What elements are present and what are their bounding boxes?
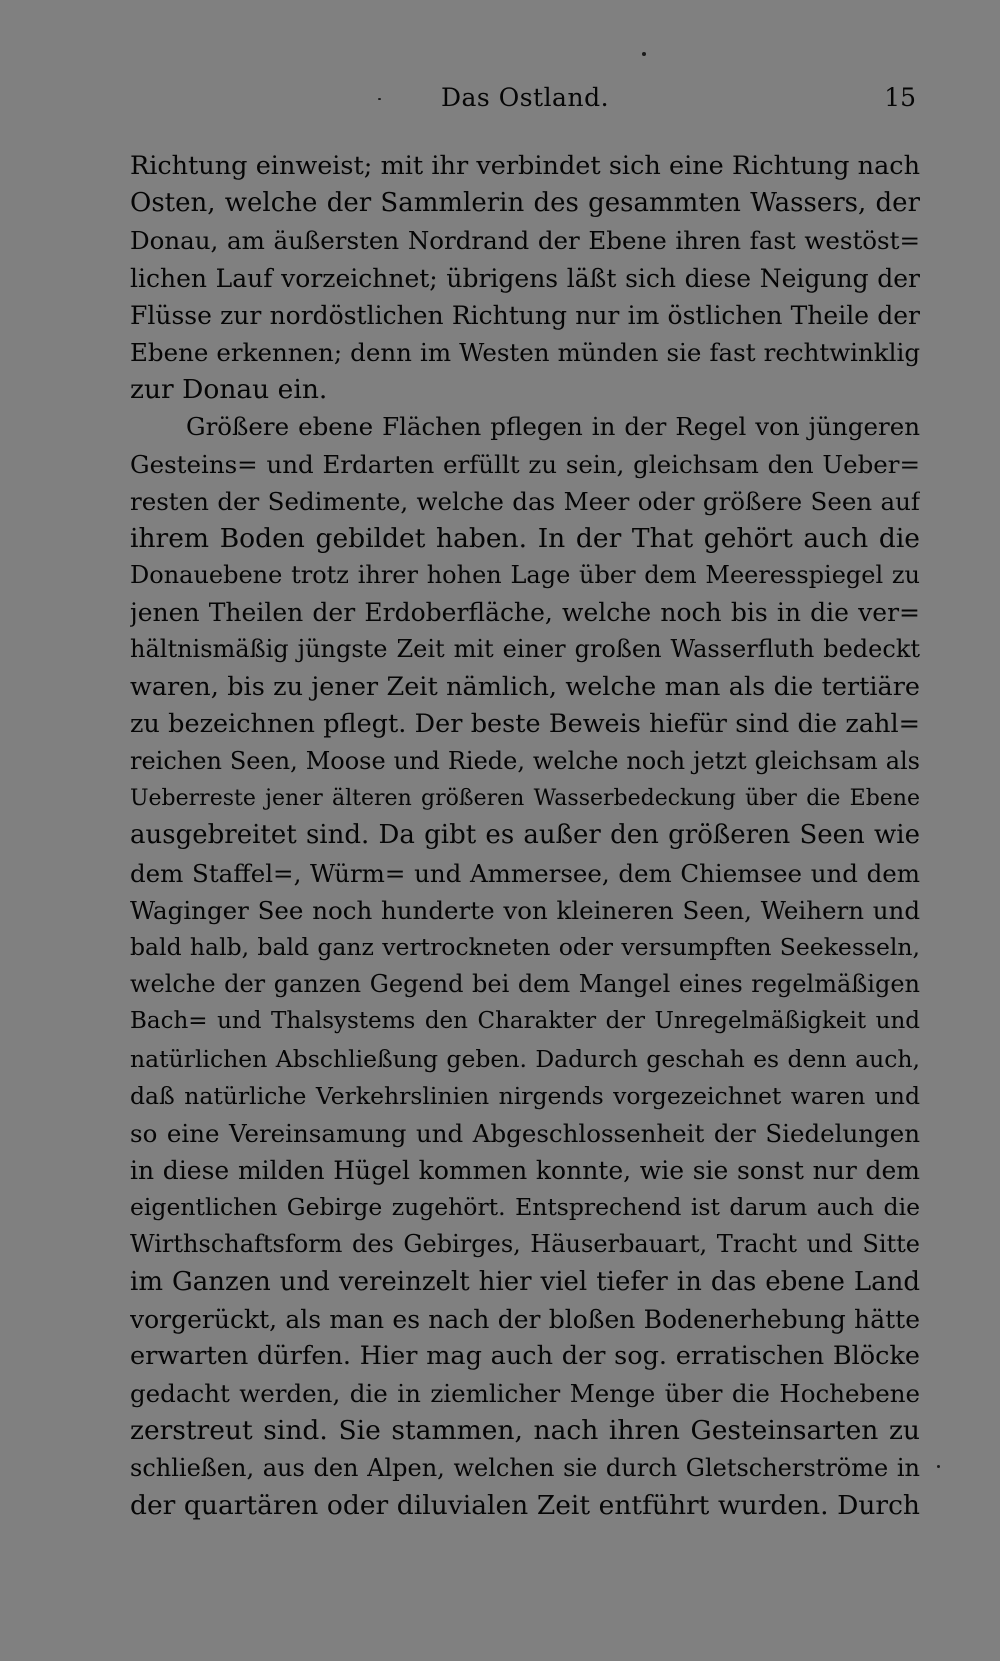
text-line: waren, bis zu jener Zeit nämlich, welche man als die tertiäre <box>130 671 920 702</box>
text-line: Bach= und Thalsystems den Charakter der Unregelmäßigkeit und <box>130 1008 920 1035</box>
text-line: zu bezeichnen pflegt. Der beste Beweis hiefür sind die zahl= <box>130 708 920 739</box>
running-title: Das Ostland. <box>440 83 610 112</box>
text-line: so eine Vereinsamung und Abgeschlossenheit der Siedelungen <box>130 1118 920 1148</box>
text-line: Wirthschaftsform des Gebirges, Häuserbauart, Tracht und Sitte <box>130 1230 920 1259</box>
text-line: in diese milden Hügel kommen konnte, wie sie sonst nur dem <box>130 1156 920 1186</box>
text-line: dem Staffel=, Würm= und Ammersee, dem Chiemsee und dem <box>130 858 920 888</box>
text-line: reichen Seen, Moose und Riede, welche noch jetzt gleichsam als <box>130 747 920 775</box>
text-line: Gesteins= und Erdarten erfüllt zu sein, gleichsam den Ueber= <box>130 449 920 479</box>
text-line: eigentlichen Gebirge zugehört. Entsprechend ist darum auch die <box>130 1193 920 1222</box>
print-speck <box>937 1465 940 1468</box>
paragraph-start-line: Größere ebene Flächen pflegen in der Regel von jüngeren <box>186 412 920 442</box>
page-header <box>130 83 920 119</box>
text-line: Ueberreste jener älteren größeren Wasserbedeckung über die Ebene <box>130 786 920 812</box>
page-number: 15 <box>884 83 916 112</box>
text-line: resten der Sedimente, welche das Meer oder größere Seen auf <box>130 486 920 516</box>
text-line: Waginger See noch hunderte von kleineren Seen, Weihern und <box>130 895 920 925</box>
text-line: schließen, aus den Alpen, welchen sie durch Gletscherströme in <box>130 1453 920 1482</box>
text-line: Flüsse zur nordöstlichen Richtung nur im östlichen Theile der <box>130 300 920 330</box>
text-line: vorgerückt, als man es nach der bloßen Bodenerhebung hätte <box>130 1304 920 1334</box>
text-line: Donau, am äußersten Nordrand der Ebene ihren fast westöst= <box>130 226 920 256</box>
text-line: lichen Lauf vorzeichnet; übrigens läßt sich diese Neigung der <box>130 263 920 293</box>
text-line: Donauebene trotz ihrer hohen Lage über dem Meeresspiegel zu <box>130 561 920 590</box>
text-line: natürlichen Abschließung geben. Dadurch geschah es denn auch, <box>130 1044 920 1073</box>
text-line: welche der ganzen Gegend bei dem Mangel eines regelmäßigen <box>130 970 920 999</box>
text-line: Richtung einweist; mit ihr verbindet sich eine Richtung nach <box>130 151 920 181</box>
text-line: bald halb, bald ganz vertrockneten oder versumpften Seekesseln, <box>130 932 920 961</box>
text-line: daß natürliche Verkehrslinien nirgends vorgezeichnet waren und <box>130 1081 920 1110</box>
text-line: jenen Theilen der Erdoberfläche, welche noch bis in die ver= <box>130 598 920 628</box>
text-line: der quartären oder diluvialen Zeit entführt wurden. Durch <box>130 1489 920 1521</box>
body-text <box>130 148 920 1524</box>
text-line: ihrem Boden gebildet haben. In der That gehört auch die <box>130 522 920 554</box>
text-line: Osten, welche der Sammlerin des gesammten Wassers, der <box>130 188 920 219</box>
text-line: zur Donau ein. <box>130 374 328 406</box>
text-line: hältnismäßig jüngste Zeit mit einer großen Wasserfluth bedeckt <box>130 635 920 664</box>
text-line: Ebene erkennen; denn im Westen münden sie fast rechtwinklig <box>130 337 920 367</box>
text-line: im Ganzen und vereinzelt hier viel tiefer in das ebene Land <box>130 1266 920 1297</box>
text-line: erwarten dürfen. Hier mag auch der sog. erratischen Blöcke <box>130 1341 920 1371</box>
print-speck <box>642 52 646 56</box>
text-line: ausgebreitet sind. Da gibt es außer den größeren Seen wie <box>130 820 920 851</box>
print-speck <box>378 98 381 100</box>
text-line: gedacht werden, die in ziemlicher Menge über die Hochebene <box>130 1379 920 1409</box>
text-line: zerstreut sind. Sie stammen, nach ihren Gesteinsarten zu <box>130 1415 920 1447</box>
